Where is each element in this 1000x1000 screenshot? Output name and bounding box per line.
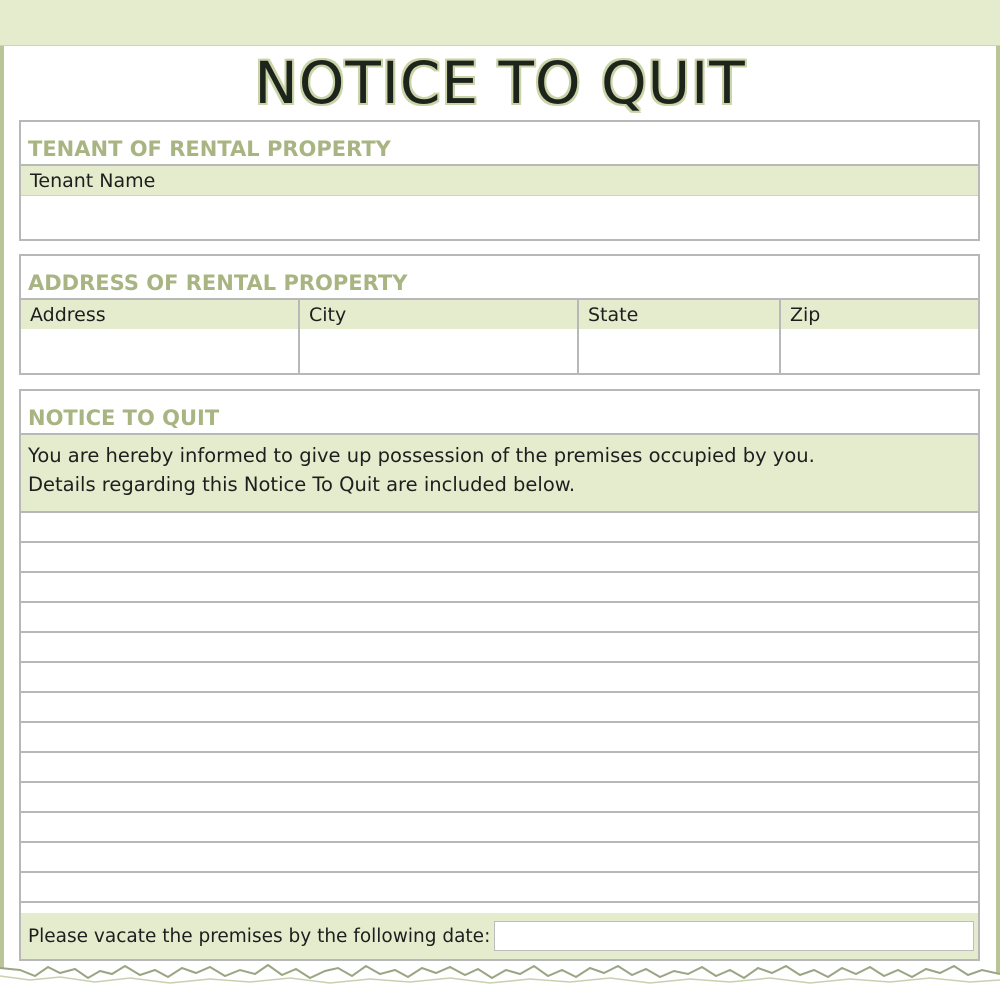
details-line[interactable] — [21, 843, 978, 873]
zip-field[interactable] — [781, 329, 978, 373]
torn-paper-edge — [0, 958, 1000, 1000]
address-column — [21, 300, 300, 373]
details-lines[interactable] — [21, 511, 978, 903]
notice-section-heading: NOTICE TO QUIT — [21, 391, 978, 435]
tenant-section — [19, 120, 980, 241]
notice-section — [19, 389, 980, 961]
state-column — [579, 300, 781, 373]
details-line[interactable] — [21, 603, 978, 633]
details-line[interactable] — [21, 663, 978, 693]
tenant-section-heading: TENANT OF RENTAL PROPERTY — [21, 122, 978, 166]
page-title: NOTICE TO QUIT — [254, 49, 746, 117]
city-column — [300, 300, 579, 373]
top-banner — [0, 0, 1000, 46]
city-field[interactable] — [300, 329, 577, 373]
details-line[interactable] — [21, 693, 978, 723]
state-field[interactable] — [579, 329, 779, 373]
zip-column — [781, 300, 978, 373]
city-label: City — [300, 300, 577, 329]
details-line[interactable] — [21, 723, 978, 753]
notice-paragraph — [21, 435, 978, 511]
address-section — [19, 254, 980, 375]
details-line[interactable] — [21, 753, 978, 783]
address-columns — [21, 300, 978, 373]
details-line[interactable] — [21, 633, 978, 663]
details-line[interactable] — [21, 813, 978, 843]
vacate-row — [21, 913, 978, 959]
details-line[interactable] — [21, 543, 978, 573]
notice-line-2: Details regarding this Notice To Quit are included below. — [28, 473, 576, 496]
notice-line-1: You are hereby informed to give up possession of the premises occupied by you. — [28, 444, 815, 467]
details-line[interactable] — [21, 513, 978, 543]
details-line[interactable] — [21, 573, 978, 603]
address-field[interactable] — [21, 329, 298, 373]
vacate-label: Please vacate the premises by the following date: — [28, 925, 491, 947]
address-label: Address — [21, 300, 298, 329]
tenant-name-label: Tenant Name — [21, 166, 978, 195]
address-section-heading: ADDRESS OF RENTAL PROPERTY — [21, 256, 978, 300]
vacate-date-field[interactable] — [494, 921, 974, 951]
details-line[interactable] — [21, 873, 978, 903]
zip-label: Zip — [781, 300, 978, 329]
details-line[interactable] — [21, 783, 978, 813]
state-label: State — [579, 300, 779, 329]
tenant-name-field[interactable] — [21, 195, 978, 240]
